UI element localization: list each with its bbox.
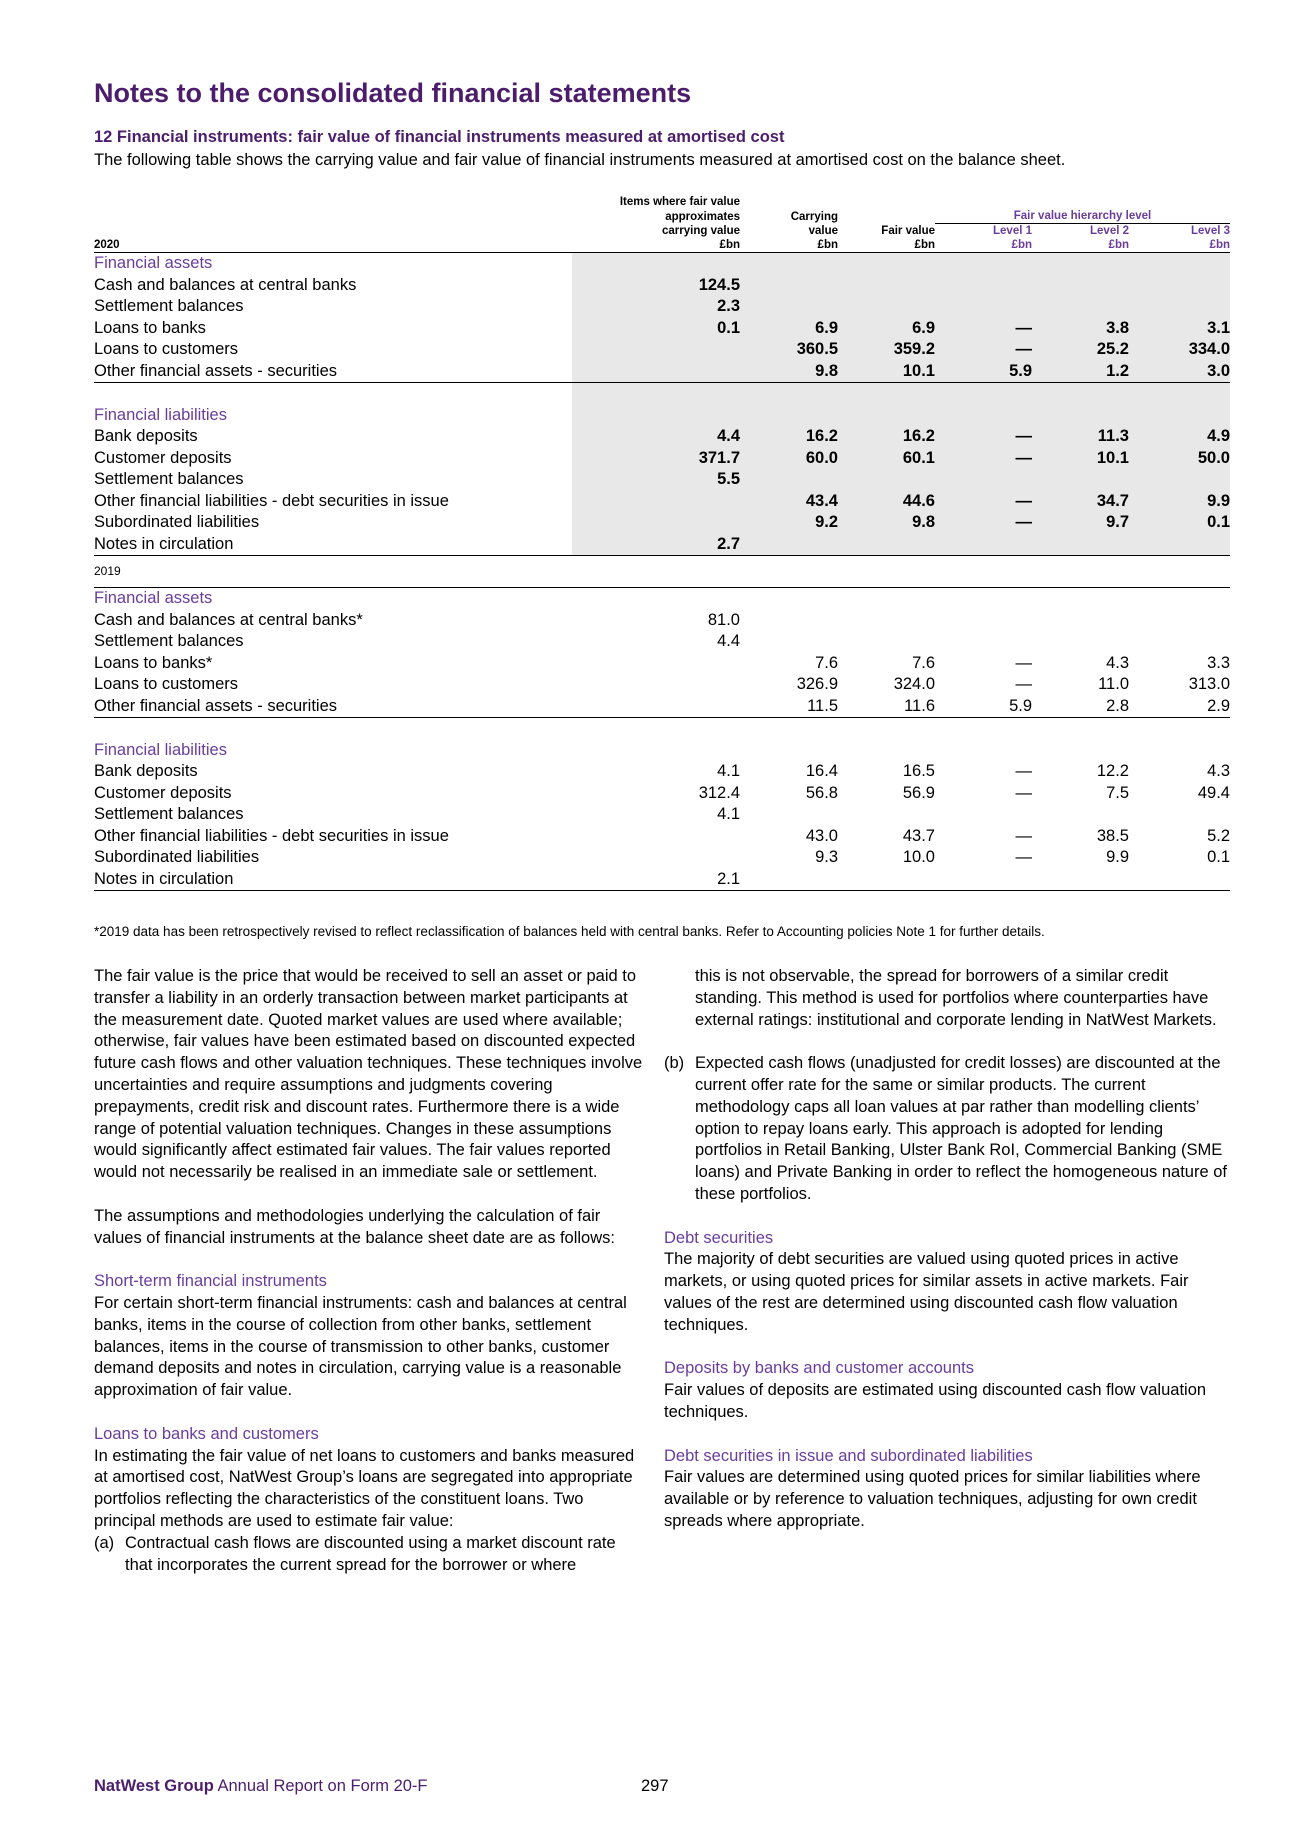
cell-l3 (1129, 869, 1230, 891)
cell-items (572, 653, 740, 675)
cell-l2 (1032, 804, 1129, 826)
spacer-row (94, 383, 1230, 405)
cell-fair (838, 869, 935, 891)
cell-l2: 1.2 (1032, 361, 1129, 383)
cell-carrying (740, 610, 838, 632)
cell-l3 (1129, 469, 1230, 491)
row-label: Other financial liabilities - debt securities in issue (94, 491, 449, 510)
table-row (94, 491, 1230, 513)
table-row (94, 653, 1230, 675)
fair-value-table (94, 195, 1230, 891)
table-row (94, 610, 1230, 632)
cell-l2 (1032, 469, 1129, 491)
year-row (94, 556, 1230, 588)
table-row (94, 761, 1230, 783)
cell-fair: 9.8 (838, 512, 935, 534)
cell-l2: 10.1 (1032, 448, 1129, 470)
subheading-deposits: Deposits by banks and customer accounts (664, 1359, 974, 1378)
header-hierarchy: Fair value hierarchy level (935, 209, 1230, 224)
cell-l3 (1129, 740, 1230, 762)
list-marker-b: (b) (664, 1054, 685, 1073)
cell-carrying: 360.5 (740, 339, 838, 361)
cell-carrying: 16.4 (805, 762, 838, 780)
cell-fair (838, 804, 935, 826)
cell-l1: — (1015, 783, 1032, 802)
text-loans: In estimating the fair value of net loans to customers and banks measured at amortised cost, NatWest Group’s loans are segregated into appropriate portfolios reflecting the characteristics of the constituent loans. Two principal methods are used to estimate fair value: (94, 1446, 635, 1530)
cell-l1 (935, 588, 1032, 610)
cell-l3 (1129, 253, 1230, 275)
list-marker-a: (a) (94, 1533, 115, 1552)
unit-label: £bn (572, 238, 740, 253)
cell-l1: — (935, 491, 1032, 513)
table-row (94, 826, 1230, 848)
row-label: Settlement balances (94, 297, 244, 315)
cell-fair: 44.6 (838, 491, 935, 513)
cell-l3 (1129, 631, 1230, 653)
cell-l2 (1032, 631, 1129, 653)
cell-items (572, 847, 740, 869)
text-debt-securities: The majority of debt securities are valued using quoted prices in active markets, or using quoted prices for similar assets in active markets. Fair values of the rest are determined using discounted cash flow valuation techniques. (664, 1250, 1189, 1334)
table-row (94, 448, 1230, 470)
row-label: Financial liabilities (94, 405, 227, 424)
cell-fair (838, 610, 935, 632)
table-row (94, 696, 1230, 718)
table-row (94, 339, 1230, 361)
row-label: Subordinated liabilities (94, 848, 260, 866)
cell-l3 (1129, 718, 1230, 740)
cell-l2 (1032, 296, 1129, 318)
header-items-line2: approximates (665, 210, 740, 223)
cell-l3: 50.0 (1129, 448, 1230, 470)
cell-l3 (1129, 405, 1230, 427)
header-carrying-line1: Carrying (790, 210, 838, 223)
text-debt-in-issue: Fair values are determined using quoted prices for similar liabilities where available or by reference to valuation techniques, adjusting for own credit spreads where appropriate. (664, 1468, 1201, 1530)
cell-l2: 4.3 (1106, 653, 1129, 672)
row-label: Settlement balances (94, 470, 244, 488)
cell-l1: — (1015, 653, 1032, 672)
cell-l3 (1129, 296, 1230, 318)
cell-l3: 3.3 (1207, 653, 1230, 672)
note-heading: 12 Financial instruments: fair value of financial instruments measured at amortised cost (94, 128, 785, 146)
section-debt-in-issue (664, 1446, 1230, 1533)
cell-l1: 5.9 (935, 361, 1032, 383)
cell-l1 (935, 534, 1032, 556)
cell-carrying: 11.5 (740, 696, 838, 718)
cell-carrying (740, 253, 838, 275)
cell-carrying (740, 405, 838, 427)
cell-l1 (935, 275, 1032, 297)
cell-fair: 6.9 (838, 318, 935, 340)
row-label: Loans to banks* (94, 653, 213, 672)
cell-fair (838, 631, 935, 653)
row-label: Cash and balances at central banks* (94, 610, 363, 629)
cell-items (572, 696, 740, 718)
cell-fair: 324.0 (893, 675, 935, 693)
footer-brand: NatWest Group (94, 1777, 214, 1795)
cell-items (572, 253, 740, 275)
row-label: Settlement balances (94, 632, 244, 650)
cell-carrying: 43.0 (805, 826, 838, 845)
row-label: Loans to customers (94, 340, 238, 358)
cell-items: 371.7 (572, 448, 740, 470)
cell-l1 (935, 869, 1032, 891)
cell-items: 2.1 (572, 869, 740, 891)
cell-l3 (1129, 610, 1230, 632)
cell-carrying: 60.0 (740, 448, 838, 470)
table-row (94, 804, 1230, 826)
cell-l2: 12.2 (1096, 762, 1129, 780)
cell-l3: 3.1 (1129, 318, 1230, 340)
row-label: Other financial assets - securities (94, 696, 572, 718)
cell-l2 (1032, 588, 1129, 610)
cell-l1 (935, 296, 1032, 318)
cell-l3: 9.9 (1129, 491, 1230, 513)
cell-fair: 56.9 (902, 783, 935, 802)
cell-l1: 5.9 (935, 696, 1032, 718)
cell-carrying (740, 469, 838, 491)
cell-carrying: 56.8 (805, 783, 838, 802)
cell-l3: 334.0 (1129, 339, 1230, 361)
row-label: Loans to customers (94, 675, 238, 693)
cell-l2: 9.7 (1032, 512, 1129, 534)
cell-carrying (740, 869, 838, 891)
list-text-b: Expected cash flows (unadjusted for credit losses) are discounted at the current offer rate for the same or similar products. The current methodology caps all loan values at par rather than modelling clients’ option to repay loans early. This approach is adopted for lending portfolios in Retail Banking, Ulster Bank RoI, Commercial Banking (SME loans) and Private Banking in order to reflect the homogeneous nature of these portfolios. (695, 1054, 1227, 1203)
cell-carrying: 7.6 (815, 653, 838, 672)
cell-l1 (935, 253, 1032, 275)
cell-items (572, 674, 740, 696)
cell-l3 (1129, 588, 1230, 610)
header-level1: Level 1 (993, 225, 1032, 237)
cell-items: 4.4 (717, 632, 740, 650)
cell-items (572, 383, 740, 405)
list-item-a (94, 1533, 646, 1577)
cell-l1: — (1015, 762, 1032, 780)
cell-items: 81.0 (707, 610, 740, 629)
unit-label: £bn (1129, 238, 1230, 253)
cell-l3: 2.9 (1129, 696, 1230, 718)
cell-items (572, 339, 740, 361)
table-row (94, 318, 1230, 340)
cell-carrying: 6.9 (740, 318, 838, 340)
cell-carrying: 43.4 (740, 491, 838, 513)
cell-fair: 10.1 (838, 361, 935, 383)
section-short-term (94, 1271, 646, 1402)
cell-items: 0.1 (572, 318, 740, 340)
cell-items (572, 826, 740, 848)
row-label: Financial assets (94, 254, 213, 272)
header-items-line1: Items where fair value (619, 196, 740, 208)
cell-fair: 359.2 (838, 339, 935, 361)
spacer-row (94, 718, 1230, 740)
cell-carrying (740, 718, 838, 740)
table-row (94, 275, 1230, 297)
table-row (94, 847, 1230, 869)
table-row (94, 361, 1230, 383)
table-row (94, 674, 1230, 696)
subheading-loans: Loans to banks and customers (94, 1424, 319, 1443)
cell-fair (838, 275, 935, 297)
cell-items: 124.5 (572, 275, 740, 297)
row-label: Notes in circulation (94, 534, 572, 556)
cell-carrying (740, 534, 838, 556)
cell-fair: 16.2 (838, 426, 935, 448)
table-row (94, 296, 1230, 318)
cell-fair (838, 469, 935, 491)
table-row (94, 469, 1230, 491)
cell-items (572, 512, 740, 534)
table-row (94, 783, 1230, 805)
cell-l3: 0.1 (1207, 848, 1230, 866)
cell-items (572, 361, 740, 383)
cell-items (572, 718, 740, 740)
cell-l2: 11.0 (1098, 675, 1129, 693)
unit-label: £bn (935, 238, 1032, 253)
cell-items (572, 588, 740, 610)
unit-label: £bn (740, 238, 838, 253)
row-label: Customer deposits (94, 448, 232, 467)
cell-items: 2.3 (572, 296, 740, 318)
cell-l3: 5.2 (1207, 826, 1230, 845)
cell-carrying (740, 740, 838, 762)
cell-carrying (740, 631, 838, 653)
cell-l2: 7.5 (1106, 783, 1129, 802)
row-label: Financial liabilities (94, 740, 227, 759)
header-carrying-line2: value (808, 225, 838, 237)
left-column (94, 966, 646, 1576)
section-loans (94, 1424, 646, 1533)
cell-l3: 0.1 (1129, 512, 1230, 534)
cell-l1: — (1015, 675, 1032, 693)
section-heading-row (94, 405, 1230, 427)
text-deposits: Fair values of deposits are estimated using discounted cash flow valuation techniques. (664, 1381, 1207, 1421)
subheading-debt-in-issue: Debt securities in issue and subordinated liabilities (664, 1446, 1033, 1465)
table-row (94, 534, 1230, 556)
header-level3: Level 3 (1191, 225, 1230, 237)
cell-l2 (1032, 740, 1129, 762)
row-label (94, 718, 572, 740)
cell-l2 (1032, 405, 1129, 427)
cell-l1: — (935, 318, 1032, 340)
cell-fair: 16.5 (902, 762, 935, 780)
row-label: Financial assets (94, 589, 213, 607)
cell-l3: 49.4 (1197, 783, 1230, 802)
cell-items (572, 405, 740, 427)
unit-label: £bn (838, 238, 935, 253)
footnote: *2019 data has been retrospectively revised to reflect reclassification of balances held with central banks. Refer to Accounting policies Note 1 for further details. (94, 924, 1045, 939)
section-debt-securities (664, 1228, 1230, 1337)
cell-l3: 3.0 (1129, 361, 1230, 383)
paragraph-fair-value-definition: The fair value is the price that would be received to sell an asset or paid to transfer a liability in an orderly transaction between market participants at the measurement date. Quoted market values are used where available; otherwise, fair values have been estimated based on discounted expected future cash flows and other valuation techniques. These techniques involve uncertainties and require assumptions and judgments covering prepayments, credit risk and discount rates. Furthermore there is a wide range of potential valuation techniques. Changes in these assumptions would significantly affect estimated fair values. The fair values reported would not necessarily be realised in an immediate sale or settlement. (94, 967, 643, 1182)
cell-items: 2.7 (572, 534, 740, 556)
cell-carrying: 9.3 (815, 848, 838, 866)
cell-l2 (1032, 275, 1129, 297)
table-body-2020 (94, 253, 1230, 556)
row-label: Notes in circulation (94, 869, 572, 891)
cell-l3 (1129, 534, 1230, 556)
cell-l3: 4.3 (1207, 762, 1230, 780)
cell-fair (838, 383, 935, 405)
cell-l1: — (935, 512, 1032, 534)
cell-l2: 34.7 (1032, 491, 1129, 513)
cell-l1: — (1015, 826, 1032, 845)
cell-items (572, 740, 740, 762)
list-item-b (664, 1053, 1230, 1206)
section-heading-row (94, 253, 1230, 275)
footer (94, 1777, 428, 1796)
cell-l2: 11.3 (1032, 426, 1129, 448)
cell-l3: 4.9 (1129, 426, 1230, 448)
row-label (94, 383, 572, 405)
cell-fair (838, 405, 935, 427)
cell-items: 312.4 (698, 783, 740, 802)
cell-fair: 11.6 (838, 696, 935, 718)
cell-l2 (1032, 534, 1129, 556)
list-text-a: Contractual cash flows are discounted using a market discount rate that incorporates the current spread for the borrower or where (125, 1533, 616, 1574)
row-label: Loans to banks (94, 318, 206, 337)
cell-l2: 25.2 (1032, 339, 1129, 361)
cell-l1 (935, 740, 1032, 762)
cell-l1 (935, 405, 1032, 427)
subheading-short-term: Short-term financial instruments (94, 1272, 327, 1291)
cell-l1: — (935, 426, 1032, 448)
cell-fair (838, 534, 935, 556)
cell-l1: — (1015, 848, 1032, 866)
header-level2: Level 2 (1090, 225, 1129, 237)
text-short-term: For certain short-term financial instruments: cash and balances at central banks, items in the course of collection from other banks, settlement balances, items in the course of transmission to other banks, customer demand deposits and notes in circulation, carrying value is a reasonable approximation of fair value. (94, 1293, 627, 1400)
row-label: Other financial assets - securities (94, 361, 572, 383)
right-column (664, 966, 1230, 1555)
row-label: Subordinated liabilities (94, 513, 260, 531)
header-fair-value: Fair value (881, 225, 935, 237)
cell-fair: 43.7 (902, 826, 935, 845)
cell-l1 (935, 804, 1032, 826)
cell-l1 (935, 610, 1032, 632)
unit-label: £bn (1032, 238, 1129, 253)
table-row (94, 426, 1230, 448)
cell-items (572, 491, 740, 513)
list-text-a-continued: this is not observable, the spread for borrowers of a similar credit standing. This method is used for portfolios where counterparties have external ratings: institutional and corporate lending in NatWest Markets. (695, 967, 1217, 1029)
cell-fair (838, 253, 935, 275)
cell-l1 (935, 469, 1032, 491)
cell-items: 4.1 (717, 762, 740, 780)
cell-carrying: 16.2 (740, 426, 838, 448)
cell-l2: 2.8 (1032, 696, 1129, 718)
cell-fair (838, 740, 935, 762)
cell-carrying (740, 588, 838, 610)
cell-carrying: 9.8 (740, 361, 838, 383)
cell-items: 5.5 (572, 469, 740, 491)
paragraph-assumptions: The assumptions and methodologies underlying the calculation of fair values of financial instruments at the balance sheet date are as follows: (94, 1206, 615, 1247)
cell-l1 (935, 718, 1032, 740)
cell-carrying (740, 383, 838, 405)
cell-l1 (935, 631, 1032, 653)
table-body-2019 (94, 556, 1230, 891)
cell-l2: 3.8 (1032, 318, 1129, 340)
cell-items: 4.4 (572, 426, 740, 448)
cell-l2: 9.9 (1106, 848, 1129, 866)
cell-carrying (740, 296, 838, 318)
cell-carrying (740, 804, 838, 826)
row-label: Customer deposits (94, 783, 232, 802)
section-deposits (664, 1358, 1230, 1423)
cell-fair (838, 588, 935, 610)
table-row (94, 631, 1230, 653)
cell-l3 (1129, 275, 1230, 297)
cell-l3: 313.0 (1188, 675, 1230, 693)
row-label: Other financial liabilities - debt securities in issue (94, 826, 449, 845)
cell-l3 (1129, 383, 1230, 405)
row-label: Cash and balances at central banks (94, 275, 357, 294)
section-heading-row (94, 740, 1230, 762)
cell-l1 (935, 383, 1032, 405)
cell-fair: 7.6 (912, 653, 935, 672)
note-intro: The following table shows the carrying value and fair value of financial instruments measured at amortised cost on the balance sheet. (94, 151, 1066, 169)
cell-l3 (1129, 804, 1230, 826)
cell-l2: 38.5 (1096, 826, 1129, 845)
cell-items: 4.1 (717, 805, 740, 823)
page-number: 297 (641, 1777, 669, 1795)
cell-l2 (1032, 610, 1129, 632)
cell-carrying: 326.9 (796, 675, 838, 693)
row-label: Settlement balances (94, 805, 244, 823)
footer-report: Annual Report on Form 20-F (217, 1777, 428, 1795)
cell-l1: — (935, 339, 1032, 361)
year-2020-label: 2020 (94, 238, 572, 253)
subheading-debt-securities: Debt securities (664, 1228, 774, 1247)
year-2019-label: 2019 (94, 556, 1230, 588)
cell-fair: 60.1 (838, 448, 935, 470)
cell-l2 (1032, 383, 1129, 405)
page-title: Notes to the consolidated financial statements (94, 78, 692, 108)
cell-l2 (1032, 253, 1129, 275)
table-row (94, 512, 1230, 534)
cell-l1: — (935, 448, 1032, 470)
section-heading-row (94, 588, 1230, 610)
cell-carrying: 9.2 (740, 512, 838, 534)
cell-l2 (1032, 869, 1129, 891)
row-label: Bank deposits (94, 427, 198, 445)
cell-l2 (1032, 718, 1129, 740)
row-label: Bank deposits (94, 762, 198, 780)
cell-carrying (740, 275, 838, 297)
cell-fair: 10.0 (902, 848, 935, 866)
cell-fair (838, 718, 935, 740)
cell-fair (838, 296, 935, 318)
table-row (94, 869, 1230, 891)
header-items-line3: carrying value (662, 225, 740, 237)
